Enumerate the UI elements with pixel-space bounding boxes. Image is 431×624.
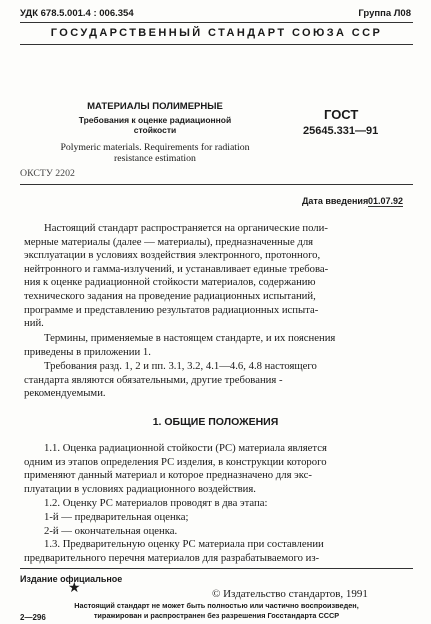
- document-title: МАТЕРИАЛЫ ПОЛИМЕРНЫЕ: [87, 101, 223, 112]
- intro-date-label: Дата введения: [302, 196, 369, 206]
- intro-paragraph-requirements: Требования разд. 1, 2 и пп. 3.1, 3.2, 4.1—4.6, 4.8 настоящего стандарта являются обязательными, другие требования - рекомендуемыми.: [24, 360, 317, 400]
- intro-paragraph-terms: Термины, применяемые в настоящем стандарте, и их пояснения приведены в приложении 1.: [24, 332, 336, 358]
- english-title: Polymeric materials. Requirements for radiation resistance estimation: [60, 142, 250, 164]
- group-code: Группа Л08: [358, 8, 411, 19]
- udk-code: УДК 678.5.001.4 : 006.354: [20, 8, 134, 19]
- copyright-notice: © Издательство стандартов, 1991: [212, 588, 368, 600]
- top-rule: [20, 22, 413, 23]
- official-edition-label: Издание официальное: [20, 574, 123, 584]
- star-icon: ★: [68, 581, 81, 596]
- intro-paragraph-scope: Настоящий стандарт распространяется на органические поли- мерные материалы (далее — материалы), предназначенные для эксплуатации в условиях воздействия электронного, протонного, нейтронного и гамма-излучений, и устанавливает единые требова- ния к оценке радиационной стойкости материалов, содержанию технического задания на проведение радиационных испытаний, программе и представлению результатов радиационных испыта- ний.: [24, 222, 329, 330]
- clause-1-3: 1.3. Предварительную оценку РС материала при составлении предварительного перечня материалов для разрабатываемого из-: [24, 538, 324, 564]
- stage-2-item: 2-й — окончательная оценка.: [44, 525, 178, 537]
- page-code: 2—296: [20, 613, 46, 622]
- section-heading: 1. ОБЩИЕ ПОЛОЖЕНИЯ: [152, 416, 279, 428]
- document-subtitle: Требования к оценке радиационной стойкости: [78, 115, 232, 135]
- state-standard-title: ГОСУДАРСТВЕННЫЙ СТАНДАРТ СОЮЗА ССР: [50, 27, 383, 39]
- gost-number: 25645.331—91: [303, 125, 379, 137]
- footer-rule: [20, 568, 413, 569]
- clause-1-1: 1.1. Оценка радиационной стойкости (РС) материала является одним из этапов определения РС изделия, в конструкции которого применяют данный материал и которое предназначено для экс- плуатации в условиях радиационного воздействия.: [24, 442, 327, 495]
- reproduction-notice: Настоящий стандарт не может быть полностью или частично воспроизведен, тиражирован и распространен без разрешения Госстандарта СССР: [74, 601, 359, 620]
- okstu-code: ОКСТУ 2202: [20, 168, 75, 179]
- intro-date-value: 01.07.92: [368, 196, 404, 206]
- second-rule: [20, 44, 413, 45]
- title-block-rule: [20, 184, 413, 185]
- clause-1-2: 1.2. Оценку РС материалов проводят в два этапа:: [44, 497, 268, 509]
- gost-label: ГОСТ: [324, 107, 359, 122]
- stage-1-item: 1-й — предварительная оценка;: [44, 511, 189, 523]
